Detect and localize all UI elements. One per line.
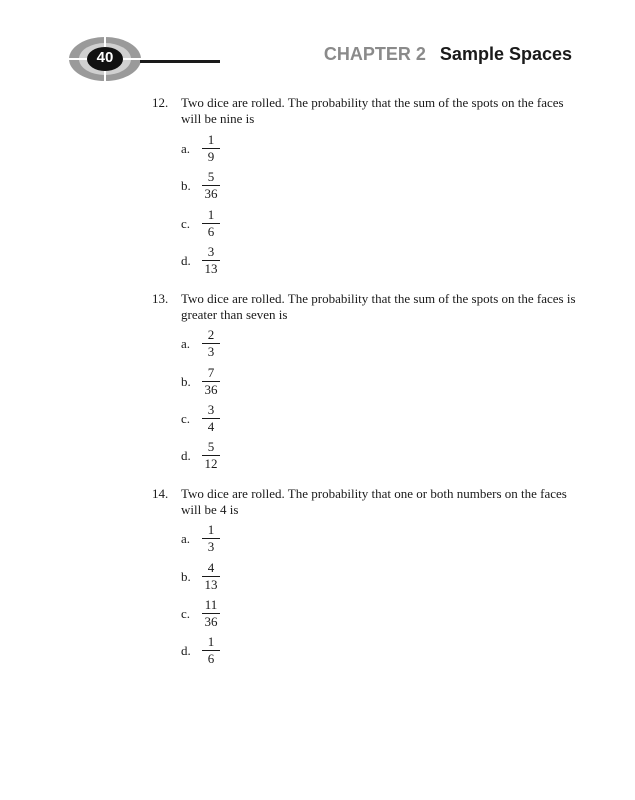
option-fraction	[201, 365, 221, 398]
option-fraction	[201, 132, 221, 165]
fraction-numerator: 5	[207, 439, 215, 454]
option-fraction	[201, 597, 221, 630]
option-letter: c.	[181, 606, 191, 621]
option-letter: c.	[181, 411, 191, 426]
fraction-numerator: 7	[207, 365, 215, 380]
option-letter: d.	[181, 253, 191, 268]
option-letter: a.	[181, 336, 191, 351]
fraction-numerator: 4	[207, 560, 215, 575]
chapter-heading	[324, 44, 572, 65]
fraction-numerator: 3	[207, 402, 215, 417]
chapter-title: Sample Spaces	[439, 44, 572, 64]
fraction-numerator: 2	[207, 327, 215, 342]
option-letter: a.	[181, 141, 191, 156]
fraction-numerator: 1	[207, 132, 215, 147]
fraction-numerator: 5	[207, 169, 215, 184]
question-number: 12.	[152, 95, 169, 110]
question-text: Two dice are rolled. The probability that the sum of the spots on the faces will be nine is	[181, 95, 564, 126]
option-letter: d.	[181, 643, 191, 658]
fraction-denominator: 3	[207, 539, 215, 554]
option-fraction	[201, 327, 221, 360]
chapter-label: CHAPTER 2	[323, 44, 426, 64]
option-fraction	[201, 402, 221, 435]
option-letter: d.	[181, 448, 191, 463]
page-header	[0, 0, 635, 90]
fraction-denominator: 36	[204, 614, 218, 629]
fraction-denominator: 6	[207, 224, 215, 239]
fraction-numerator: 1	[207, 522, 215, 537]
option-letter: b.	[181, 569, 191, 584]
fraction-denominator: 9	[207, 149, 215, 164]
option-fraction	[201, 634, 221, 667]
fraction-denominator: 4	[207, 419, 215, 434]
option-fraction	[201, 439, 221, 472]
option-letter: b.	[181, 374, 191, 389]
option-letter: a.	[181, 531, 191, 546]
question-text: Two dice are rolled. The probability that one or both numbers on the faces will be 4 is	[181, 486, 567, 517]
fraction-numerator: 1	[207, 634, 215, 649]
fraction-numerator: 1	[207, 207, 215, 222]
option-fraction	[201, 207, 221, 240]
question-number: 14.	[152, 486, 169, 501]
header-rule	[140, 60, 220, 63]
fraction-denominator: 3	[207, 344, 215, 359]
fraction-numerator: 11	[204, 597, 218, 612]
option-fraction	[201, 244, 221, 277]
option-letter: b.	[181, 178, 191, 193]
fraction-denominator: 12	[204, 456, 218, 471]
option-fraction	[201, 560, 221, 593]
option-fraction	[201, 522, 221, 555]
option-fraction	[201, 169, 221, 202]
page-number: 40	[96, 49, 114, 66]
fraction-denominator: 13	[204, 577, 218, 592]
fraction-denominator: 6	[207, 651, 215, 666]
fraction-denominator: 13	[204, 261, 218, 276]
fraction-denominator: 36	[204, 382, 218, 397]
option-letter: c.	[181, 216, 191, 231]
fraction-numerator: 3	[207, 244, 215, 259]
question-text: Two dice are rolled. The probability that the sum of the spots on the faces is greater than seven is	[181, 291, 576, 322]
question-number: 13.	[152, 291, 169, 306]
fraction-denominator: 36	[204, 186, 218, 201]
